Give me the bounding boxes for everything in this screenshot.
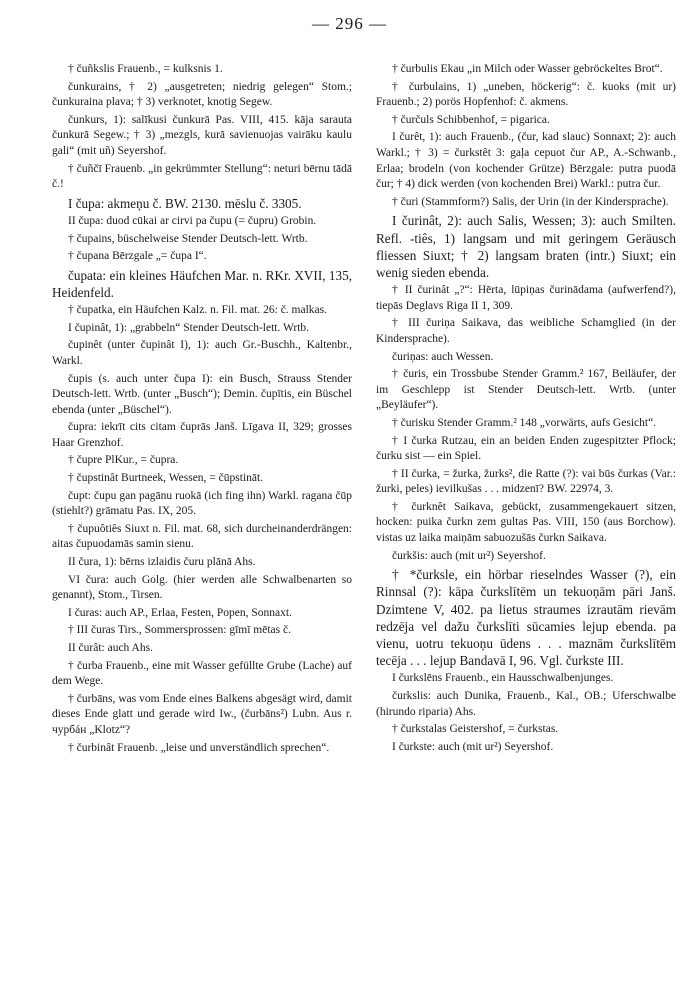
dictionary-entry: † III čuras Tirs., Sommersprossen: gīmī mētas č. bbox=[68, 624, 291, 637]
dictionary-entry: čupra: iekrīt cits citam čuprās Janš. Līgava II, 329; grosses Haar Grenzhof. bbox=[52, 421, 352, 449]
dictionary-entry: † čurbāns, was vom Ende eines Balkens abgesägt wird, damit dieses Ende glatt und gerade wird Iw., (čurbāns²) Lubn. Aus r. чурбáн „Klotz“? bbox=[52, 692, 352, 736]
dictionary-entry: čupata: ein kleines Häufchen Mar. n. RKr. XVII, 135, Heidenfeld. bbox=[52, 267, 352, 300]
dictionary-entry: † čurbulis Ekau „in Milch oder Wasser gebröckeltes Brot“. bbox=[392, 63, 663, 75]
dictionary-entry: † čurisku Stender Gramm.² 148 „vorwärts, aufs Gesicht“. bbox=[392, 416, 657, 429]
dictionary-entry: čurkslis: auch Dunika, Frauenb., Kal., OB.; Uferschwalbe (hirundo riparia) Ahs. bbox=[376, 690, 676, 718]
dictionary-entry: † II čurinât „?“: Hērta, lūpiņas čurinādama (aufwerfend?), tiepās Deglavs Riga II 1, 309. bbox=[376, 284, 676, 312]
dictionary-entry: I čurêt, 1): auch Frauenb., (čur, kad slauc) Sonnaxt; 2): auch Warkl.; † 3) = čurkstêt 3: gaļa cepuot čur AP., A.-Schwanb., Erlaa; brodeln (von kochender Grütze) Bērzgale: putra puodā čur; † 4) dick werden (von kochenden Brei) Warkl.: putra čur. bbox=[376, 131, 676, 191]
dictionary-entry: † čuris, ein Trossbube Stender Gramm.² 167, Beiläufer, der im Geschlepp ist Stender Deutsch-lett. Wrtb. (unter „Beyläufer“). bbox=[376, 368, 676, 412]
dictionary-entry: † I čurka Rutzau, ein an beiden Enden zugespitzter Pflock; čurku sist — ein Spiel. bbox=[376, 434, 676, 463]
dictionary-entry: čuriņas: auch Wessen. bbox=[392, 350, 494, 363]
dictionary-entry: † čurknêt Saikava, gebückt, zusammengekauert sitzen, hocken: puika čurkn zem gultas Pas. VIII, 150 (aus Borchow). vistas uz laika maiņām sabuozušās čurkn Saikava. bbox=[376, 500, 676, 545]
dictionary-entry: II čupa: duod cūkai ar cirvi pa čupu (= čupru) Grobin. bbox=[68, 214, 317, 227]
dictionary-entry: čurkšis: auch (mit ur²) Seyershof. bbox=[392, 549, 546, 562]
dictionary-entry: I čurkste: auch (mit ur²) Seyershof. bbox=[392, 740, 554, 753]
dictionary-entry: † čupains, büschelweise Stender Deutsch-lett. Wrtb. bbox=[68, 232, 308, 245]
dictionary-entry: † čupana Bērzgale „= čupa I“. bbox=[68, 250, 207, 263]
dictionary-entry: † čupstinât Burtneek, Wessen, = čūpstināt. bbox=[68, 472, 264, 485]
dictionary-entry: † čurbinât Frauenb. „leise und unverständlich sprechen“. bbox=[68, 741, 330, 754]
dictionary-entry: II čurât: auch Ahs. bbox=[68, 642, 153, 655]
page-number: — 296 — bbox=[312, 14, 387, 33]
dictionary-entry: I čuras: auch AP., Erlaa, Festen, Popen, Sonnaxt. bbox=[68, 606, 292, 619]
dictionary-entry: † čurba Frauenb., eine mit Wasser gefüllte Grube (Lache) auf dem Wege. bbox=[52, 659, 352, 688]
dictionary-entry: † čurkstalas Geistershof, = čurkstas. bbox=[392, 723, 559, 736]
dictionary-entry: VI čura: auch Golg. (hier werden alle Schwalbenarten so genannt), Stom., Tirsen. bbox=[52, 573, 352, 602]
dictionary-entry: † čupre PlKur., = čupra. bbox=[68, 454, 179, 467]
dictionary-entry: † čurčuls Schibbenhof, = pigarica. bbox=[392, 113, 550, 126]
left-column bbox=[52, 62, 352, 988]
dictionary-entry: čupis (s. auch unter čupa I): ein Busch, Strauss Stender Deutsch-lett. Wrtb. (unter „Busch“); Demin. čupītis, ein Büschel ebenda (unter „Büschel“). bbox=[52, 372, 352, 416]
dictionary-entry: čunkurains, † 2) „ausgetreten; niedrig gelegen“ Stom.; čunkuraina plava; † 3) verknotet, knotig Segew. bbox=[52, 80, 352, 109]
dictionary-entry: čupt: čupu gan pagānu ruokā (ich fing ihn) Warkl. ragana čūp (stiehlt?) grāmatu Pas. IX, 205. bbox=[52, 489, 352, 518]
dictionary-entry: I čurkslēns Frauenb., ein Hausschwalbenjunges. bbox=[392, 672, 614, 685]
dictionary-entry: I čupinât, 1): „grabbeln“ Stender Deutsch-lett. Wrtb. bbox=[68, 321, 310, 334]
dictionary-entry: † čurbulains, 1) „uneben, höckerig“: č. kuoks (mit ur) Frauenb.; 2) porös Hopfenhof: č. akmens. bbox=[376, 80, 676, 109]
dictionary-entry: † čuñkslis Frauenb., = kulksnis 1. bbox=[68, 63, 223, 75]
dictionary-entry: † III čuriņa Saikava, das weibliche Schamglied (in der Kindersprache). bbox=[376, 317, 676, 345]
dictionary-entry: I čupa: akmeņu č. BW. 2130. mēslu č. 3305. bbox=[68, 195, 302, 211]
dictionary-entry: † čupuôtiês Siuxt n. Fil. mat. 68, sich durcheinanderdrängen: aitas čupuodamās samin sienu. bbox=[52, 522, 352, 551]
dictionary-entry: † čupatka, ein Häufchen Kalz. n. Fil. mat. 26: č. malkas. bbox=[68, 304, 327, 317]
dictionary-entry: čunkurs, 1): salīkusi čunkurā Pas. VIII, 415. kāja sarauta čunkurā Segew.; † 3) „mezgls, kurā savienuojas vairāku kaulu gali“ (mit uñ) Seyershof. bbox=[52, 113, 352, 157]
dictionary-entry: čupinêt (unter čupinât I), 1): auch Gr.-Buschh., Kaltenbr., Warkl. bbox=[52, 339, 352, 367]
dictionary-entry: † čuñčī Frauenb. „in gekrümmter Stellung“: neturi bērnu tādā č.! bbox=[52, 162, 352, 191]
right-column bbox=[376, 62, 676, 988]
dictionary-entry: I čurinât, 2): auch Salis, Wessen; 3): auch Smilten. Refl. -tiês, 1) langsam und mit geringem Geräusch fliessen Siuxt; † 2) langsam braten (intr.) Siuxt; ein wenig sieden ebenda. bbox=[376, 213, 676, 280]
dictionary-entry: † čuri (Stammform?) Salis, der Urin (in der Kindersprache). bbox=[392, 195, 669, 208]
dictionary-entry: II čura, 1): bērns izlaidis čuru plānā Ahs. bbox=[68, 556, 256, 569]
dictionary-entry: † II čurka, = žurka, žurks², die Ratte (?): vai būs čurkas (Var.: žurki, peles) ievilkušas . . . midzenī? BW. 22974, 3. bbox=[376, 467, 676, 496]
dictionary-entry: † *čurksle, ein hörbar rieselndes Wasser (?), ein Rinnsal (?): kāpa čurkslītēm un tekuoņām pāri Janš. Dzimtene V, 402. pa lietus straumes izrautām rievām redzēja vel dažu čurkslīti sūcamies lejup ebenda. pa vienu, uotru tekuoņu ūdens . . . maznām čurkslītēm tecēja . . . lejup Bandavā I, 96. Vgl. čurkste III. bbox=[376, 567, 676, 669]
